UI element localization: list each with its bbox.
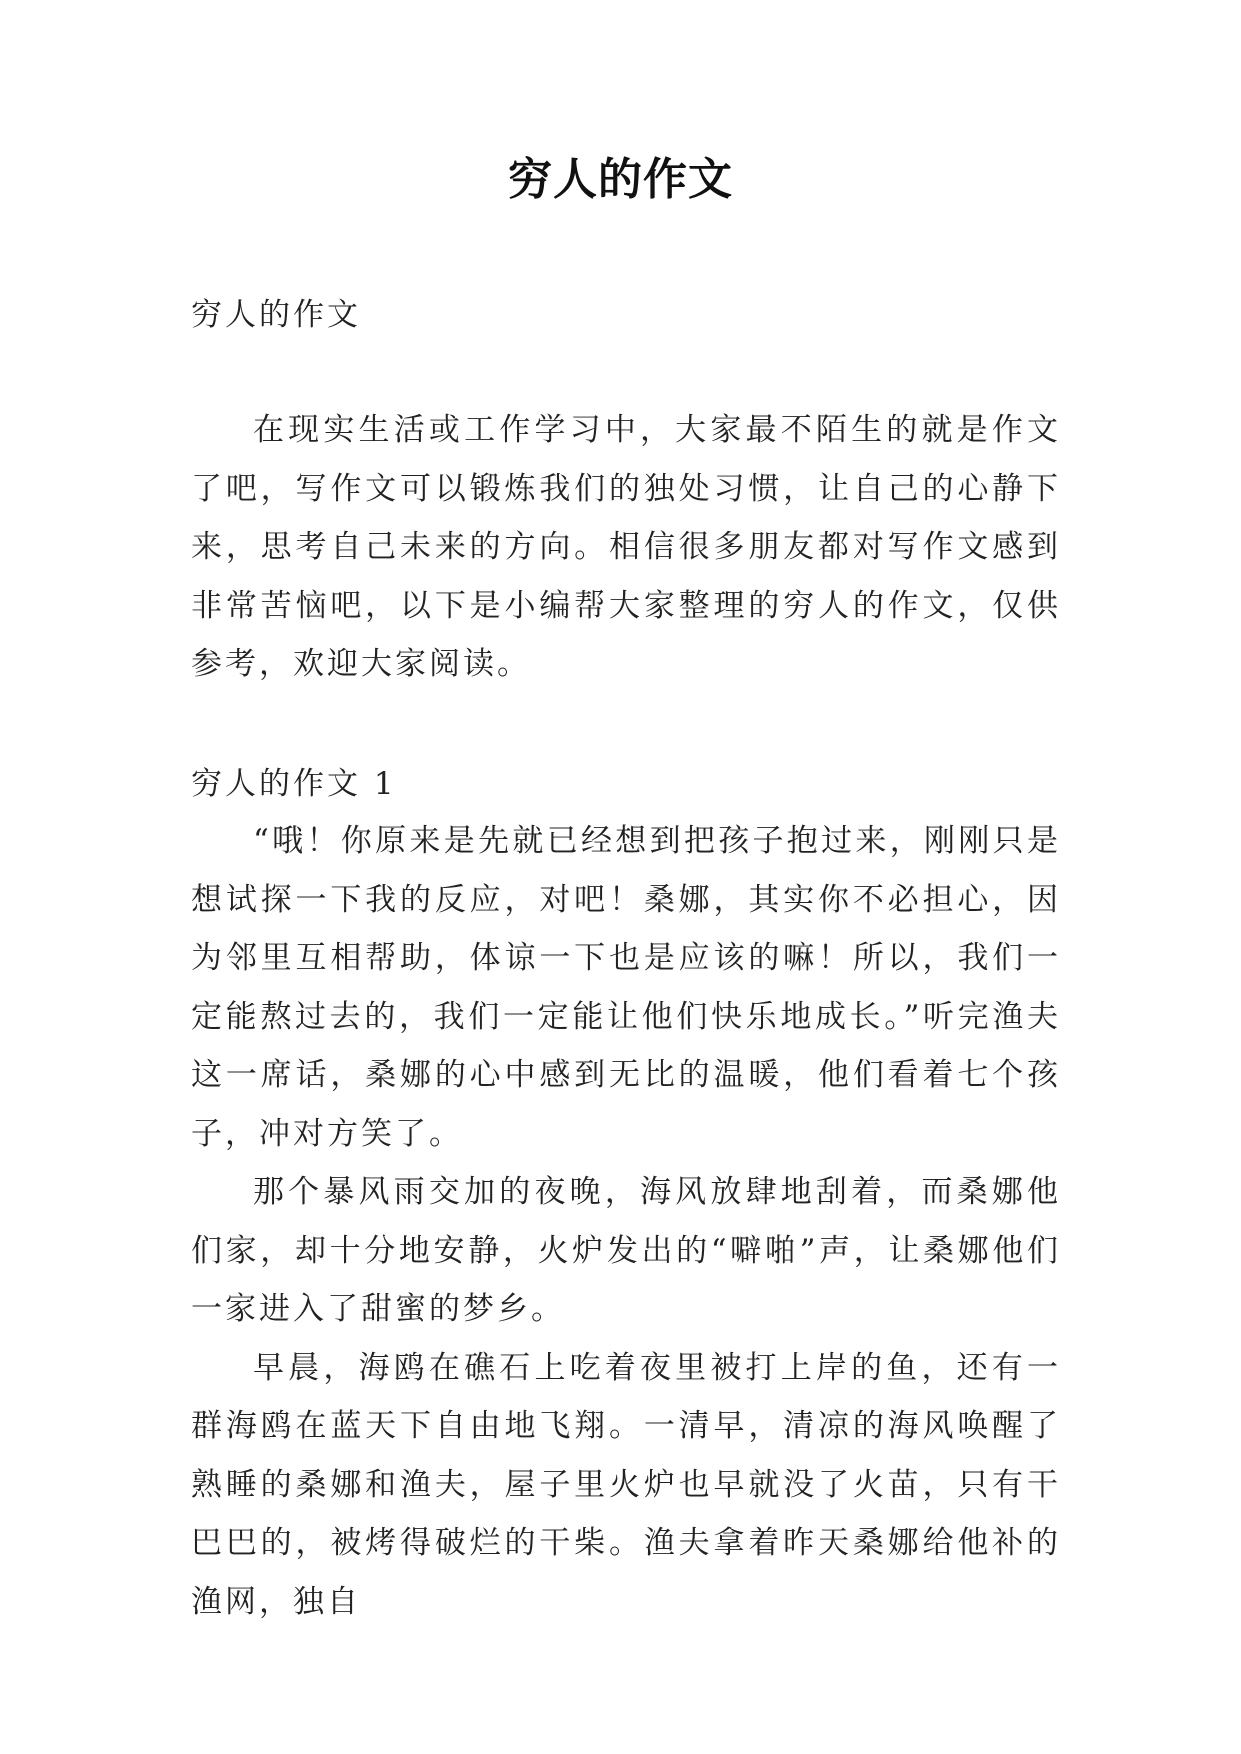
document-subtitle xyxy=(191,286,1061,345)
intro-paragraph: 在现实生活或工作学习中，大家最不陌生的就是作文了吧，写作文可以锻炼我们的独处习惯，让自己的心静下来，思考自己未来的方向。相信很多朋友都对写作文感到非常苦恼吧，以下是小编帮大家整理的穷人的作文，仅供参考，欢迎大家阅读。 xyxy=(191,412,1061,682)
essay-paragraph: “哦！你原来是先就已经想到把孩子抱过来，刚刚只是想试探一下我的反应，对吧！桑娜，其实你不必担心，因为邻里互相帮助，体谅一下也是应该的嘛！所以，我们一定能熬过去的，我们一定能让他们快乐地成长。”听完渔夫这一席话，桑娜的心中感到无比的温暖，他们看着七个孩子，冲对方笑了。 xyxy=(191,823,1061,1152)
essay-paragraph: 那个暴风雨交加的夜晚，海风放肆地刮着，而桑娜他们家，却十分地安静，火炉发出的“噼啪”声，让桑娜他们一家进入了甜蜜的梦乡。 xyxy=(191,1174,1061,1327)
essay-heading: 穷人的作文 1 xyxy=(191,766,397,802)
essay-body xyxy=(191,812,1061,1631)
subtitle-text: 穷人的作文 xyxy=(191,297,361,333)
document-title: 穷人的作文 xyxy=(508,154,733,205)
essay-paragraph: 早晨，海鸥在礁石上吃着夜里被打上岸的鱼，还有一群海鸥在蓝天下自由地飞翔。一清早，清凉的海风唤醒了熟睡的桑娜和渔夫，屋子里火炉也早就没了火苗，只有干巴巴的，被烤得破烂的干柴。渔夫拿着昨天桑娜给他补的渔网，独自 xyxy=(191,1349,1061,1620)
essay-heading-section xyxy=(191,755,1061,814)
intro-section xyxy=(191,401,1061,694)
